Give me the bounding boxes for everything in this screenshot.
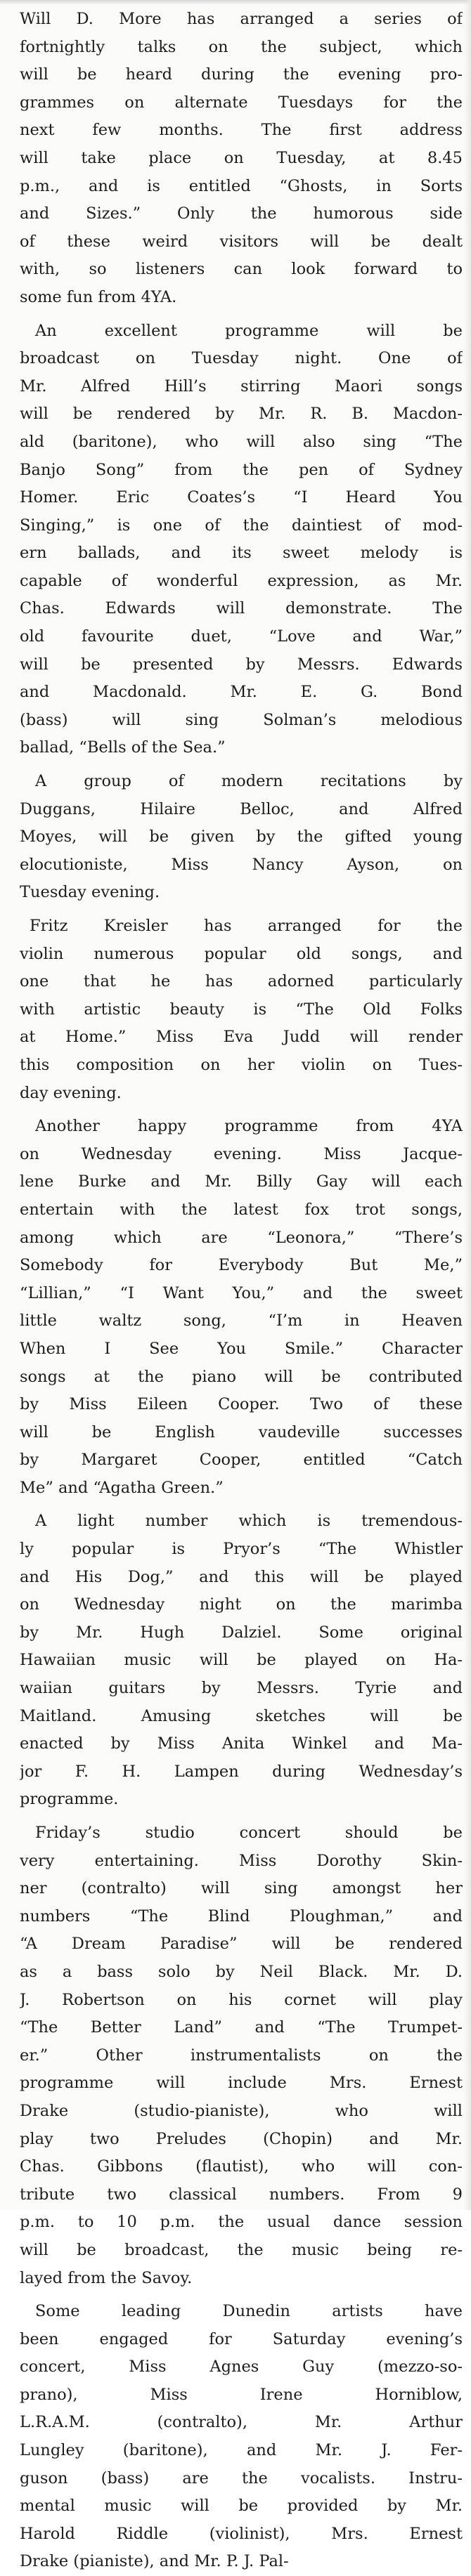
text-line: been engaged for Saturday evening’s — [20, 2329, 463, 2348]
text-line: Friday’s studio concert should be — [35, 1824, 463, 1842]
text-line: “A Dream Paradise” will be rendered — [20, 1935, 463, 1954]
text-line: waiian guitars by Messrs. Tyrie and — [20, 1679, 463, 1698]
article-paragraph — [20, 913, 463, 1107]
text-line: with, so listeners can look forward to — [20, 260, 463, 279]
torn-top-edge — [0, 0, 471, 4]
text-line: layed from the Savoy. — [20, 2268, 193, 2287]
text-line: ner (contralto) will sing amongst her — [20, 1879, 463, 1898]
text-line: Hawaiian music will be played on Ha- — [20, 1651, 463, 1670]
text-line: Me” and “Agatha Green.” — [20, 1478, 224, 1497]
text-line: Tuesday evening. — [20, 883, 160, 902]
text-line: by Miss Eileen Cooper. Two of these — [20, 1395, 463, 1414]
text-line: little waltz song, “I’m in Heaven — [20, 1312, 463, 1331]
text-line: Lungley (baritone), and Mr. J. Fer- — [20, 2441, 463, 2460]
text-line: An excellent programme will be — [35, 321, 463, 340]
text-line: capable of wonderful expression, as Mr. — [20, 571, 463, 590]
text-line: J. Robertson on his cornet will play — [20, 1990, 463, 2009]
text-line: fortnightly talks on the subject, which — [20, 37, 463, 56]
text-line: Duggans, Hilaire Belloc, and Alfred — [20, 799, 463, 818]
text-line: Singing,” is one of the daintiest of mod- — [20, 516, 463, 535]
text-line: some fun from 4YA. — [20, 287, 177, 306]
text-line: among which are “Leonora,” “There’s — [20, 1228, 463, 1247]
text-line: will be broadcast, the music being re- — [20, 2240, 463, 2259]
text-line: A light number which is tremendous- — [35, 1512, 463, 1531]
text-line: on Wednesday evening. Miss Jacque- — [20, 1144, 463, 1163]
text-line: Some leading Dunedin artists have — [35, 2302, 463, 2321]
text-line: at Home.” Miss Eva Judd will render — [20, 1028, 463, 1047]
text-line: and His Dog,” and this will be played — [20, 1567, 463, 1586]
text-line: of these weird visitors will be dealt — [20, 232, 463, 251]
text-line: Harold Riddle (violinist), Mrs. Ernest — [20, 2524, 463, 2543]
text-line: this composition on her violin on Tues- — [20, 1055, 463, 1074]
text-line: as a bass solo by Neil Black. Mr. D. — [20, 1962, 463, 1981]
text-line: ballad, “Bells of the Sea.” — [20, 738, 226, 757]
text-line: Another happy programme from 4YA — [35, 1117, 463, 1136]
article-paragraph — [20, 768, 463, 907]
article-paragraph — [20, 1819, 463, 2292]
text-line: Moyes, will be given by the gifted young — [20, 828, 463, 846]
text-line: one that he has adorned particularly — [20, 972, 463, 991]
text-line: broadcast on Tuesday night. One of — [20, 349, 463, 368]
text-line: day evening. — [20, 1083, 122, 1102]
text-line: enacted by Miss Anita Winkel and Ma- — [20, 1734, 463, 1753]
text-line: on Wednesday night on the marimba — [20, 1595, 463, 1614]
text-line: prano), Miss Irene Horniblow, — [20, 2385, 463, 2404]
text-line: er.” Other instrumentalists on the — [20, 2046, 463, 2065]
text-line: Drake (studio-pianiste), who will — [20, 2101, 463, 2120]
text-line: will be English vaudeville successes — [20, 1423, 463, 1441]
text-line: “The Better Land” and “The Trumpet- — [20, 2018, 463, 2037]
text-line: concert, Miss Agnes Guy (mezzo-so- — [20, 2358, 463, 2376]
text-line: Mr. Alfred Hill’s stirring Maori songs — [20, 377, 463, 395]
text-line: ald (baritone), who will also sing “The — [20, 432, 463, 451]
text-line: will take place on Tuesday, at 8.45 — [20, 148, 463, 167]
text-line: old favourite duet, “Love and War,” — [20, 627, 463, 646]
text-line: very entertaining. Miss Dorothy Skin- — [20, 1851, 463, 1870]
article-paragraph — [20, 1508, 463, 1814]
page-edge-shadow — [464, 0, 471, 2210]
text-line: Somebody for Everybody But Me,” — [20, 1256, 463, 1275]
text-line: Banjo Song” from the pen of Sydney — [20, 460, 463, 479]
text-line: and Sizes.” Only the humorous side — [20, 204, 463, 223]
text-line: entertain with the latest fox trot songs, — [20, 1200, 463, 1219]
text-line: next few months. The first address — [20, 121, 463, 140]
text-line: p.m., and is entitled “Ghosts, in Sorts — [20, 176, 463, 195]
text-line: elocutioniste, Miss Nancy Ayson, on — [20, 855, 463, 874]
text-line: guson (bass) are the vocalists. Instru- — [20, 2469, 463, 2487]
text-line: violin numerous popular old songs, and — [20, 944, 463, 963]
text-line: L.R.A.M. (contralto), Mr. Arthur — [20, 2413, 463, 2432]
text-line: will be presented by Messrs. Edwards — [20, 655, 463, 674]
text-line: ern ballads, and its sweet melody is — [20, 544, 463, 563]
text-line: play two Preludes (Chopin) and Mr. — [20, 2129, 463, 2148]
text-line: Will D. More has arranged a series of — [20, 10, 463, 28]
article-column — [20, 6, 463, 2576]
text-line: by Margaret Cooper, entitled “Catch — [20, 1451, 463, 1470]
text-line: Drake (pianiste), and Mr. P. J. Pal- — [20, 2552, 289, 2571]
article-paragraph — [20, 2298, 463, 2576]
text-line: p.m. to 10 p.m. the usual dance session — [20, 2213, 463, 2232]
text-line: Chas. Edwards will demonstrate. The — [20, 599, 463, 618]
text-line: programme. — [20, 1790, 119, 1809]
text-line: Fritz Kreisler has arranged for the — [30, 917, 463, 935]
text-line: Homer. Eric Coates’s “I Heard You — [20, 488, 463, 507]
article-paragraph — [20, 6, 463, 312]
text-line: jor F. H. Lampen during Wednesday’s — [20, 1762, 463, 1781]
text-line: “Lillian,” “I Want You,” and the sweet — [20, 1283, 463, 1302]
text-line: numbers “The Blind Ploughman,” and — [20, 1907, 463, 1926]
text-line: grammes on alternate Tuesdays for the — [20, 93, 463, 112]
text-line: Maitland. Amusing sketches will be — [20, 1706, 463, 1725]
text-line: A group of modern recitations by — [35, 772, 463, 791]
article-paragraph — [20, 318, 463, 763]
text-line: lene Burke and Mr. Billy Gay will each — [20, 1172, 463, 1191]
text-line: mental music will be provided by Mr. — [20, 2497, 463, 2516]
text-line: by Mr. Hugh Dalziel. Some original — [20, 1623, 463, 1642]
text-line: will be heard during the evening pro- — [20, 65, 463, 84]
text-line: programme will include Mrs. Ernest — [20, 2074, 463, 2093]
text-line: and Macdonald. Mr. E. G. Bond — [20, 683, 463, 702]
text-line: (bass) will sing Solman’s melodious — [20, 710, 463, 729]
text-line: Chas. Gibbons (flautist), who will con- — [20, 2157, 463, 2176]
text-line: ly popular is Pryor’s “The Whistler — [20, 1540, 463, 1559]
article-paragraph — [20, 1113, 463, 1502]
text-line: When I See You Smile.” Character — [20, 1339, 463, 1358]
text-line: tribute two classical numbers. From 9 — [20, 2185, 463, 2204]
text-line: will be rendered by Mr. R. B. Macdon- — [20, 405, 463, 424]
text-line: with artistic beauty is “The Old Folks — [20, 1000, 463, 1019]
text-line: songs at the piano will be contributed — [20, 1367, 463, 1386]
